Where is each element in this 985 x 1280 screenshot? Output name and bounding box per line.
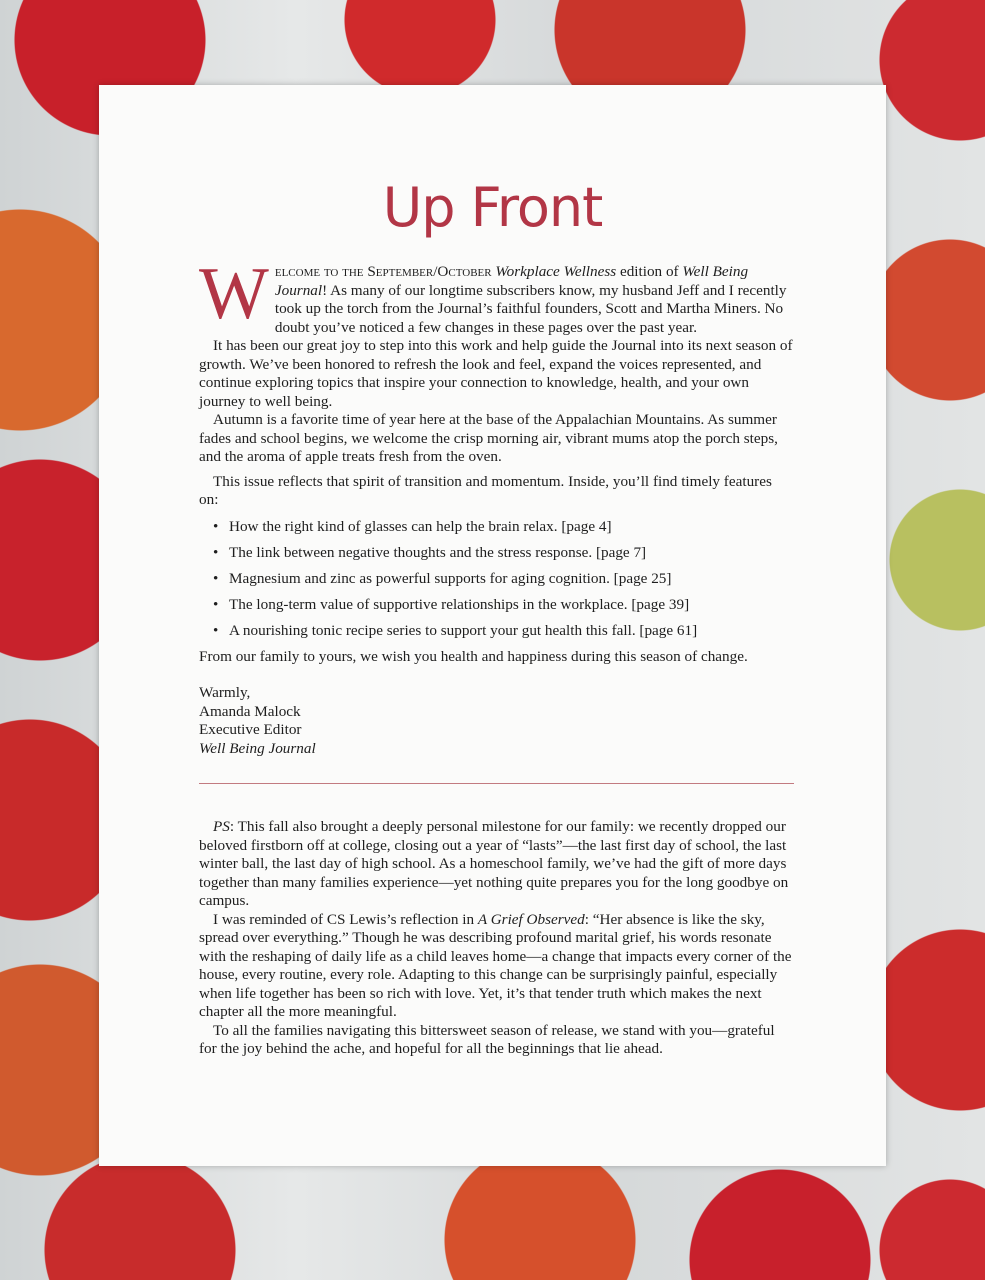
signature-block xyxy=(199,684,794,758)
ps-paragraph xyxy=(199,818,794,911)
list-item: • Magnesium and zinc as powerful supports for aging cognition. [page 25] xyxy=(199,570,794,596)
paragraph: This issue reflects that spirit of transition and momentum. Inside, you’ll find timely features on: xyxy=(199,472,772,508)
list-item: • How the right kind of glasses can help the brain relax. [page 4] xyxy=(199,518,794,544)
letter-page xyxy=(99,85,886,1166)
intro-paragraph xyxy=(199,253,794,337)
ps-label: PS xyxy=(213,818,230,835)
list-item: • A nourishing tonic recipe series to support your gut health this fall. [page 61] xyxy=(199,622,794,648)
magazine-edition: Workplace Wellness xyxy=(495,263,617,280)
intro-lead: elcome to the September/October xyxy=(274,263,492,280)
divider xyxy=(199,783,794,784)
publication-name: Well Being Journal xyxy=(199,739,316,757)
closing-paragraph: From our family to yours, we wish you health and happiness during this season of change. xyxy=(199,647,748,665)
paragraph: Autumn is a favorite time of year here at the base of the Appalachian Mountains. As summer fades and school begins, we welcome the crisp morning air, vibrant mums atop the porch steps, and the aroma of apple treats fresh from the oven. xyxy=(199,411,778,465)
ps-paragraph: To all the families navigating this bittersweet season of release, we stand with you—grateful for the joy behind the ache, and hopeful for all the beginnings that lie ahead. xyxy=(199,1021,775,1057)
drop-cap: W xyxy=(199,253,269,335)
list-item: • The long-term value of supportive relationships in the workplace. [page 39] xyxy=(199,596,794,622)
journal-name: Well Being Journal xyxy=(274,263,749,299)
features-list xyxy=(199,518,794,648)
salutation: Warmly, xyxy=(199,684,251,701)
book-title: A Grief Observed xyxy=(477,910,585,928)
intro-mid: edition of xyxy=(619,263,679,280)
editor-name: Amanda Malock xyxy=(199,702,301,720)
ps-paragraph xyxy=(199,911,794,1022)
editor-role: Executive Editor xyxy=(199,721,302,738)
postscript xyxy=(199,818,794,1059)
editor-letter xyxy=(199,253,794,758)
ps-text: : This fall also brought a deeply personal milestone for our family: we recently dropped our beloved firstborn off at college, closing out a year of “lasts”—the last first day of school, the last winter ball, the last day of high school. As a homeschool family, we’ve had the gift of more days together than many families experience—yet nothing quite prepares you for the long goodbye on campus. xyxy=(199,818,789,909)
paragraph: It has been our great joy to step into this work and help guide the Journal into its next season of growth. We’ve been honored to refresh the look and feel, expand the voices represented, and continue exploring topics that inspire your connection to knowledge, health, and your own journey to well being. xyxy=(199,337,793,410)
page-title: Up Front xyxy=(382,176,603,239)
list-item: • The link between negative thoughts and the stress response. [page 7] xyxy=(199,544,794,570)
intro-rest: ! As many of our longtime subscribers know, my husband Jeff and I recently took up the torch from the Journal’s faithful founders, Scott and Martha Miners. No doubt you’ve noticed a few changes in these pages over the past year. xyxy=(274,281,787,336)
ps-text: : “Her absence is like the sky, spread over everything.” Though he was describing profound marital grief, his words resonate with the reshaping of daily life as a child leaves home—a change that impacts every corner of the house, every routine, every role. Adapting to this change can be surprisingly painful, especially when life together has been so rich with love. Yet, it’s that tender truth which makes the next chapter all the more meaningful. xyxy=(199,910,792,1020)
ps-text: I was reminded of CS Lewis’s reflection in xyxy=(213,910,478,928)
